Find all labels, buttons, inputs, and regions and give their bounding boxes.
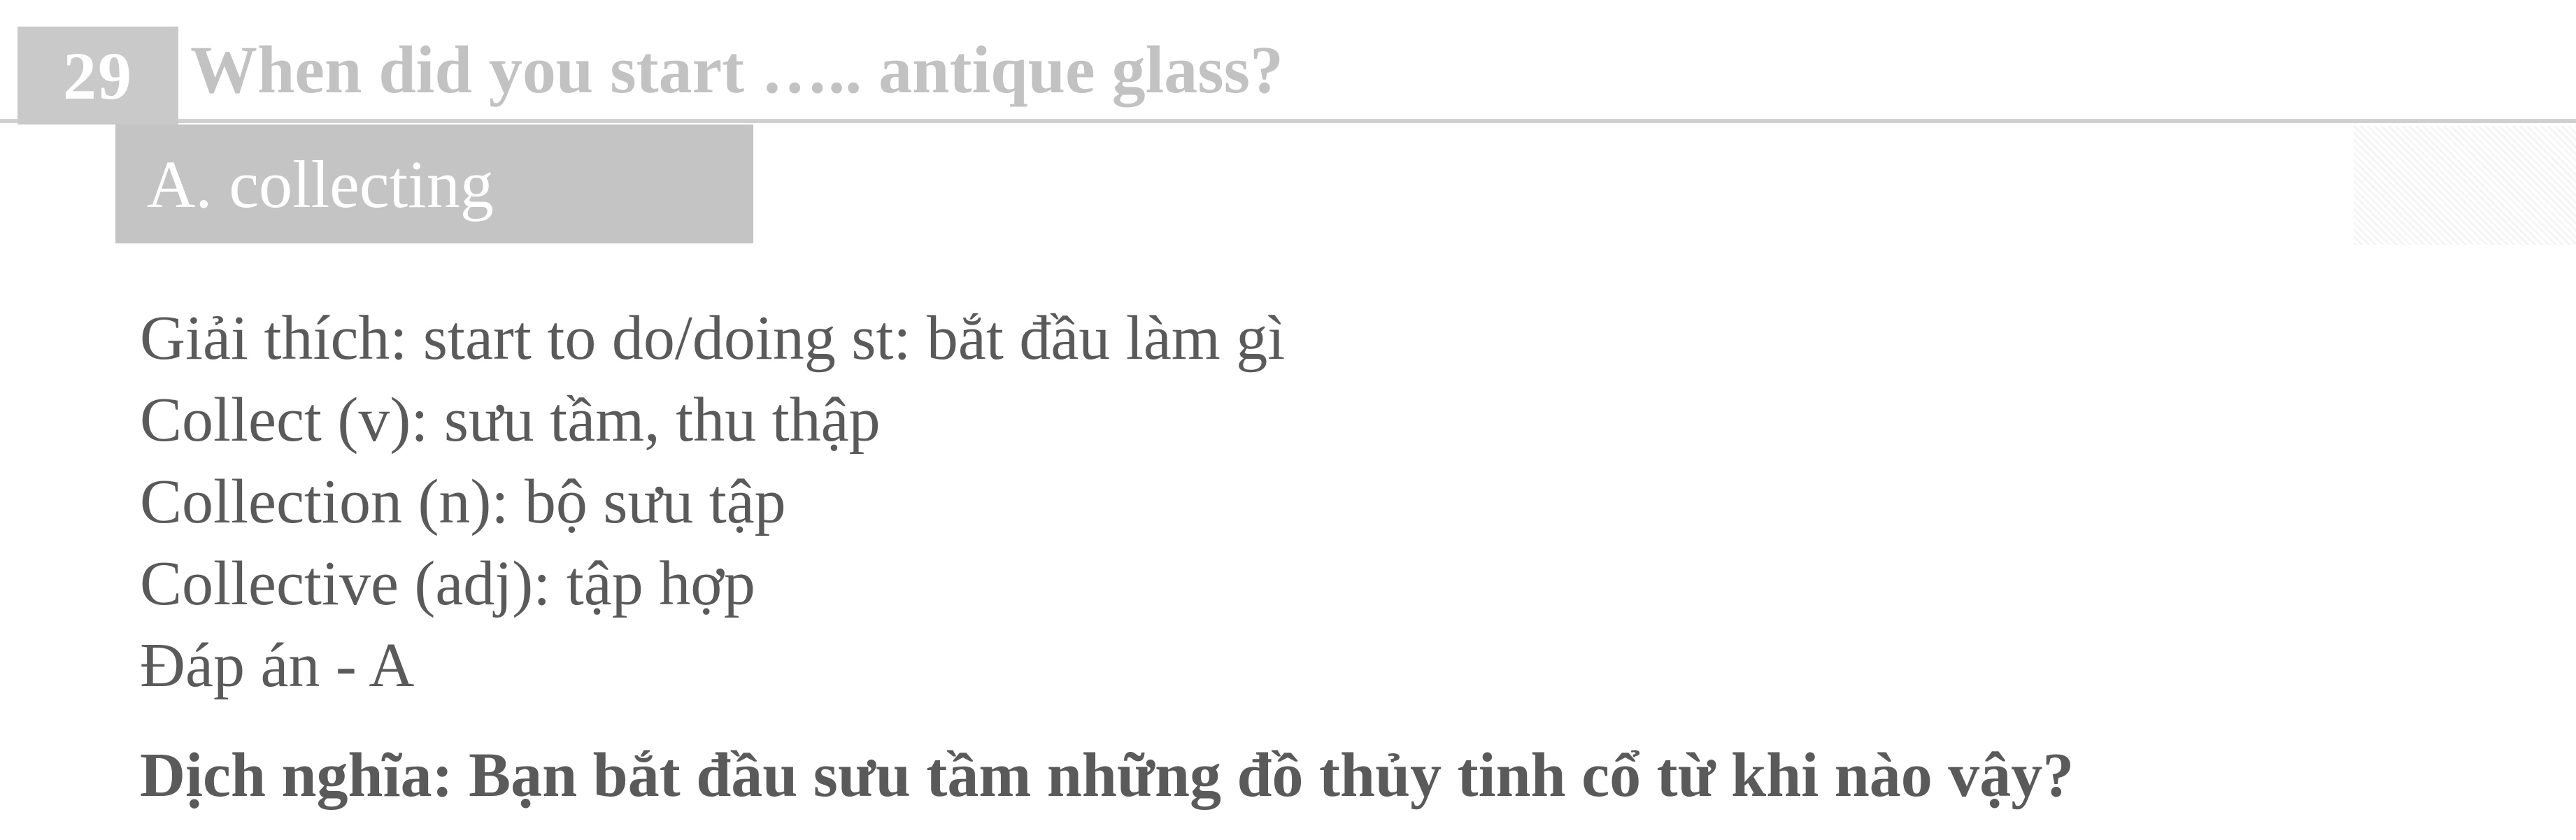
explanation-line-collection: Collection (n): bộ sưu tập bbox=[140, 467, 786, 536]
question-number-badge bbox=[17, 27, 178, 124]
explanation-line-intro: Giải thích: start to do/doing st: bắt đầu làm gì bbox=[140, 304, 1286, 373]
answer-option-box bbox=[115, 124, 753, 243]
explanation-line-collective: Collective (adj): tập hợp bbox=[140, 549, 755, 618]
explanation-line-answer: Đáp án - A bbox=[140, 631, 415, 700]
explanation-block bbox=[140, 297, 2448, 706]
translation-text: Dịch nghĩa: Bạn bắt đầu sưu tầm những đồ thủy tinh cổ từ khi nào vậy? bbox=[140, 741, 2075, 810]
question-text: When did you start ….. antique glass? bbox=[190, 32, 1283, 107]
header-divider-band bbox=[0, 119, 2576, 123]
scan-noise-decoration bbox=[2354, 126, 2576, 245]
explanation-line-collect: Collect (v): sưu tầm, thu thập bbox=[140, 385, 881, 455]
answer-option-text: A. collecting bbox=[147, 146, 494, 222]
question-number: 29 bbox=[63, 38, 133, 113]
